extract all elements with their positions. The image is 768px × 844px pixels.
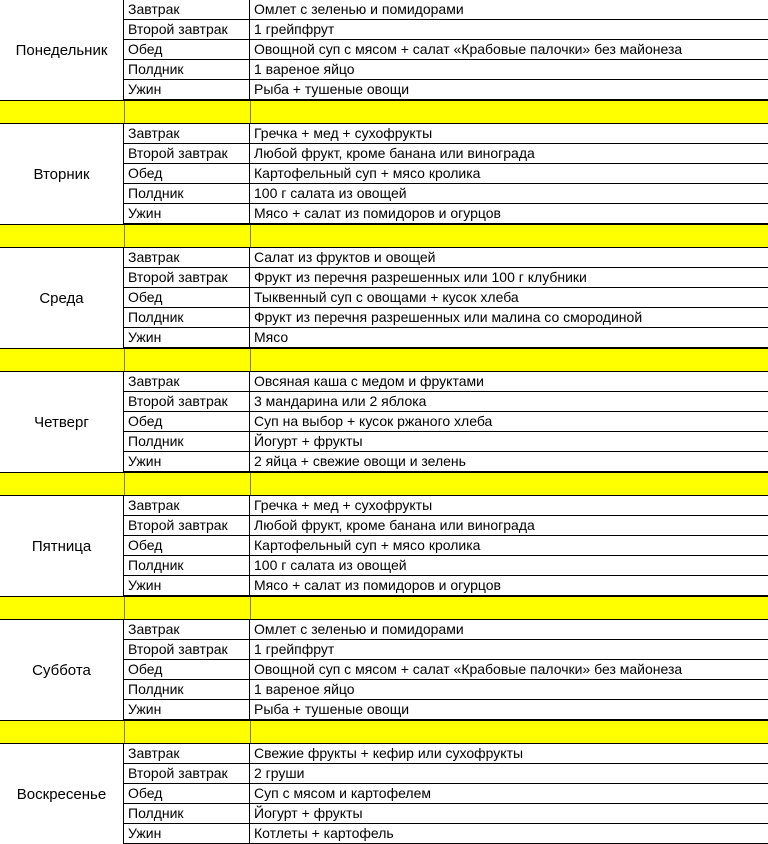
dish-cell: Омлет с зеленью и помидорами — [254, 621, 464, 637]
day-name: Понедельник — [0, 0, 124, 100]
table-row — [124, 680, 768, 700]
separator-row — [0, 224, 768, 248]
table-row — [124, 20, 768, 40]
meal-cell: Завтрак — [124, 496, 250, 515]
day-block — [0, 372, 768, 472]
dish-cell: Тыквенный суп с овощами + кусок хлеба — [254, 289, 519, 305]
table-row — [124, 144, 768, 164]
meal-cell: Ужин — [124, 700, 250, 719]
separator-gridline — [250, 349, 251, 371]
meal-cell: Полдник — [124, 680, 250, 699]
meal-cell: Завтрак — [124, 248, 250, 267]
day-name: Пятница — [0, 496, 124, 596]
table-row — [124, 576, 768, 596]
dish-cell: Гречка + мед + сухофрукты — [254, 125, 433, 141]
meal-cell: Второй завтрак — [124, 268, 250, 287]
meal-cell: Завтрак — [124, 620, 250, 639]
dish-cell: Свежие фрукты + кефир или сухофрукты — [254, 745, 524, 761]
meal-cell: Второй завтрак — [124, 20, 250, 39]
meal-cell: Обед — [124, 536, 250, 555]
table-row — [124, 40, 768, 60]
dish-cell: Картофельный суп + мясо кролика — [254, 165, 481, 181]
dish-cell: Суп с мясом и картофелем — [254, 785, 432, 801]
meal-cell: Ужин — [124, 80, 250, 99]
day-name: Воскресенье — [0, 744, 124, 844]
dish-cell: 1 грейпфрут — [254, 21, 335, 37]
table-row — [124, 204, 768, 224]
dish-cell: Мясо + салат из помидоров и огурцов — [254, 205, 501, 221]
table-row — [124, 700, 768, 720]
table-row — [124, 308, 768, 328]
dish-cell: Омлет с зеленью и помидорами — [254, 1, 464, 17]
table-row — [124, 804, 768, 824]
dish-cell: 3 мандарина или 2 яблока — [254, 393, 427, 409]
meal-cell: Полдник — [124, 308, 250, 327]
table-row — [124, 268, 768, 288]
table-row — [124, 536, 768, 556]
separator-gridline — [124, 473, 125, 495]
meal-cell: Обед — [124, 288, 250, 307]
table-row — [124, 392, 768, 412]
meal-cell: Ужин — [124, 328, 250, 347]
dish-cell: Котлеты + картофель — [254, 825, 394, 841]
dish-cell: Салат из фруктов и овощей — [254, 249, 436, 265]
day-name: Суббота — [0, 620, 124, 720]
dish-cell: 1 вареное яйцо — [254, 681, 355, 697]
dish-cell: 2 яйца + свежие овощи и зелень — [254, 453, 466, 469]
meal-cell: Полдник — [124, 556, 250, 575]
separator-gridline — [250, 597, 251, 619]
day-block — [0, 124, 768, 224]
meal-cell: Второй завтрак — [124, 640, 250, 659]
dish-cell: Любой фрукт, кроме банана или винограда — [254, 145, 535, 161]
meal-cell: Полдник — [124, 60, 250, 79]
table-row — [124, 824, 768, 844]
dish-cell: Рыба + тушеные овощи — [254, 81, 410, 97]
table-row — [124, 432, 768, 452]
meal-cell: Завтрак — [124, 124, 250, 143]
table-row — [124, 80, 768, 100]
meal-cell: Завтрак — [124, 372, 250, 391]
separator-gridline — [250, 225, 251, 247]
meal-cell: Обед — [124, 784, 250, 803]
separator-gridline — [250, 721, 251, 743]
separator-gridline — [124, 225, 125, 247]
meal-cell: Полдник — [124, 432, 250, 451]
dish-cell: Овощной суп с мясом + салат «Крабовые палочки» без майонеза — [254, 661, 683, 677]
separator-gridline — [124, 721, 125, 743]
table-row — [124, 164, 768, 184]
dish-cell: 1 вареное яйцо — [254, 61, 355, 77]
dish-cell: Гречка + мед + сухофрукты — [254, 497, 433, 513]
dish-cell: 100 г салата из овощей — [254, 185, 407, 201]
table-row — [124, 516, 768, 536]
dish-cell: Овсяная каша с медом и фруктами — [254, 373, 484, 389]
separator-row — [0, 472, 768, 496]
separator-gridline — [124, 597, 125, 619]
dish-cell: 100 г салата из овощей — [254, 557, 407, 573]
table-row — [124, 452, 768, 472]
table-row — [124, 288, 768, 308]
day-block — [0, 496, 768, 596]
meal-cell: Полдник — [124, 184, 250, 203]
day-name: Среда — [0, 248, 124, 348]
table-row — [124, 60, 768, 80]
table-row — [124, 744, 768, 764]
table-row — [124, 412, 768, 432]
dish-cell: Мясо — [254, 329, 289, 345]
separator-gridline — [250, 101, 251, 123]
dish-cell: 2 груши — [254, 765, 305, 781]
meal-cell: Ужин — [124, 452, 250, 471]
table-row — [124, 248, 768, 268]
dish-cell: Мясо + салат из помидоров и огурцов — [254, 577, 501, 593]
separator-gridline — [124, 349, 125, 371]
meal-cell: Завтрак — [124, 744, 250, 763]
table-row — [124, 660, 768, 680]
meal-cell: Обед — [124, 40, 250, 59]
separator-row — [0, 596, 768, 620]
table-row — [124, 640, 768, 660]
day-block — [0, 0, 768, 100]
table-row — [124, 620, 768, 640]
dish-cell: Йогурт + фрукты — [254, 805, 363, 821]
meal-cell: Завтрак — [124, 0, 250, 19]
day-name: Четверг — [0, 372, 124, 472]
dish-cell: Фрукт из перечня разрешенных или 100 г клубники — [254, 269, 587, 285]
table-row — [124, 496, 768, 516]
meal-cell: Второй завтрак — [124, 392, 250, 411]
day-block — [0, 248, 768, 348]
dish-cell: Суп на выбор + кусок ржаного хлеба — [254, 413, 493, 429]
table-row — [124, 372, 768, 392]
meal-cell: Обед — [124, 660, 250, 679]
day-name: Вторник — [0, 124, 124, 224]
dish-cell: Картофельный суп + мясо кролика — [254, 537, 481, 553]
dish-cell: Овощной суп с мясом + салат «Крабовые палочки» без майонеза — [254, 41, 683, 57]
separator-gridline — [124, 101, 125, 123]
separator-gridline — [250, 473, 251, 495]
meal-cell: Ужин — [124, 204, 250, 223]
meal-cell: Второй завтрак — [124, 144, 250, 163]
meal-cell: Второй завтрак — [124, 516, 250, 535]
dish-cell: Любой фрукт, кроме банана или винограда — [254, 517, 535, 533]
meal-cell: Обед — [124, 164, 250, 183]
table-row — [124, 184, 768, 204]
separator-row — [0, 348, 768, 372]
dish-cell: Рыба + тушеные овощи — [254, 701, 410, 717]
meal-cell: Ужин — [124, 576, 250, 595]
dish-cell: Йогурт + фрукты — [254, 433, 363, 449]
meal-cell: Ужин — [124, 824, 250, 843]
meal-cell: Обед — [124, 412, 250, 431]
table-row — [124, 124, 768, 144]
separator-row — [0, 100, 768, 124]
day-block — [0, 620, 768, 720]
dish-cell: 1 грейпфрут — [254, 641, 335, 657]
meal-cell: Второй завтрак — [124, 764, 250, 783]
separator-row — [0, 720, 768, 744]
table-row — [124, 556, 768, 576]
table-row — [124, 328, 768, 348]
meal-cell: Полдник — [124, 804, 250, 823]
day-block — [0, 744, 768, 844]
dish-cell: Фрукт из перечня разрешенных или малина со смородиной — [254, 309, 643, 325]
table-row — [124, 764, 768, 784]
table-row — [124, 0, 768, 20]
table-row — [124, 784, 768, 804]
